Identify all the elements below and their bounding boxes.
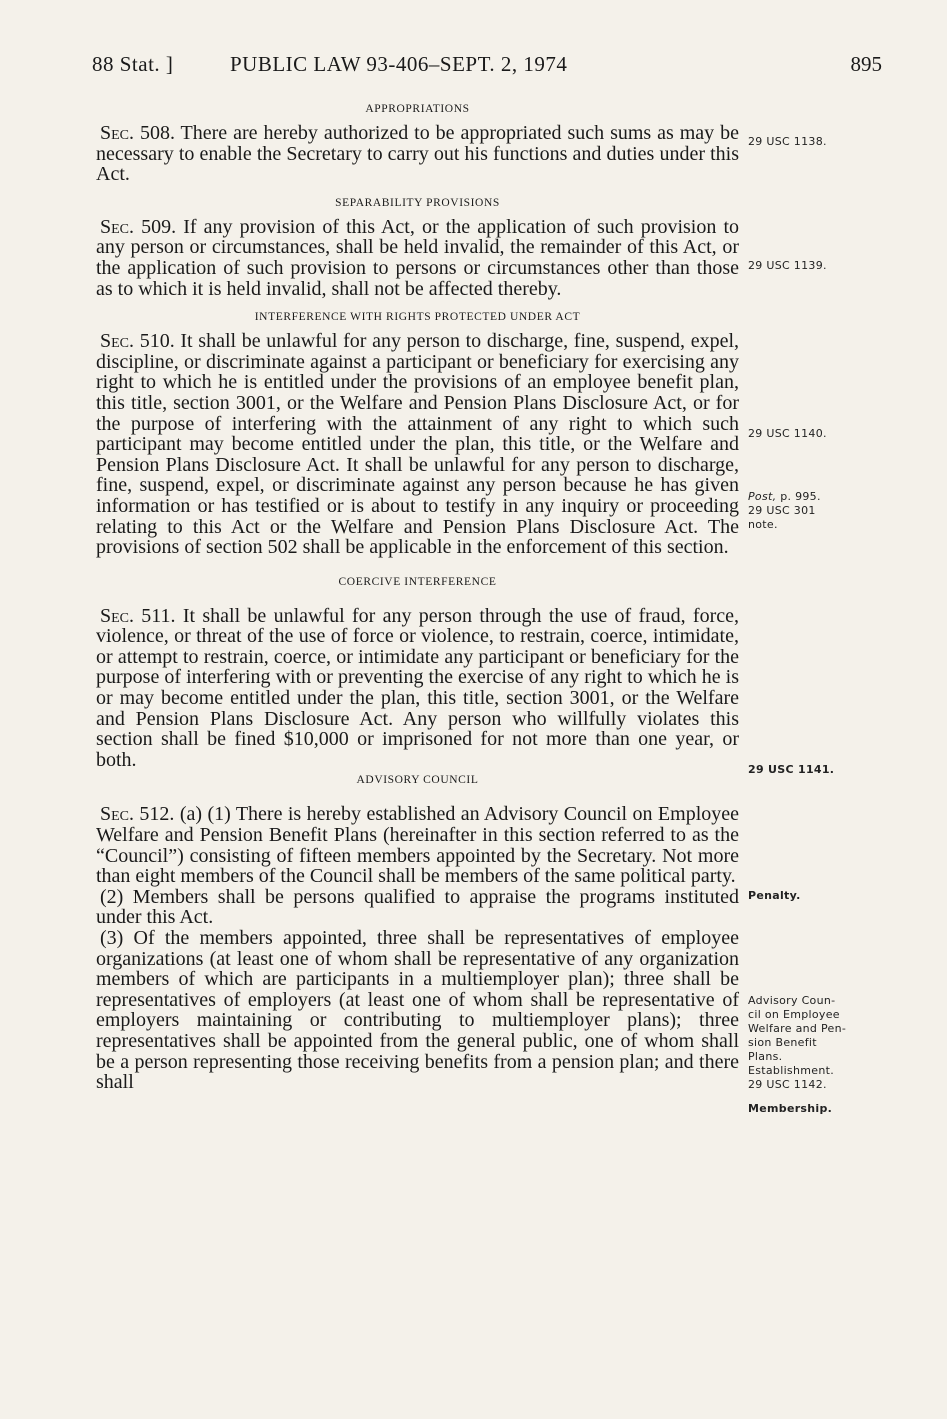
subsection-paragraph: (3) Of the members appointed, three shall be representatives of employee organizations (at least one of whom shall be representative of any organization members of which are participants in a multiemployer plan); three shall be representatives of employers (at least one of whom shall be representative of employers maintaining or contributing to multiemployer plans); three representatives shall be appointed from the general public, one of whom shall be a person representing those receiving benefits from a pension plan; and there shall xyxy=(96,927,739,1094)
margin-note-usc-1139: 29 USC 1139. xyxy=(748,259,827,272)
main-text-column xyxy=(96,103,739,1093)
margin-note-membership: Membership. xyxy=(748,1102,833,1115)
section-text: (a) (1) There is hereby established an Advisory Council on Employee Welfare and Pension Benefit Plans (hereinafter in this section referred to as the “Council”) consisting of fifteen members appointed by the Secretary. Not more than eight members of the Council shall be members of the same political party. xyxy=(96,803,740,888)
section-paragraph xyxy=(96,331,739,558)
running-header xyxy=(92,52,882,86)
statute-citation: 88 Stat. ] xyxy=(92,52,174,76)
margin-note-advisory-1: Advisory Coun- xyxy=(748,994,836,1007)
margin-note-usc-1141: 29 USC 1141. xyxy=(748,763,835,776)
margin-note-advisory-4: sion Benefit xyxy=(748,1036,817,1049)
margin-note-usc-1140: 29 USC 1140. xyxy=(748,427,827,440)
section-label: Sec. 508. xyxy=(100,122,175,144)
public-law-title: PUBLIC LAW 93-406–SEPT. 2, 1974 xyxy=(230,52,568,76)
section-heading: APPROPRIATIONS xyxy=(365,103,470,115)
margin-note-penalty: Penalty. xyxy=(748,889,801,902)
post-page: p. 995. xyxy=(776,490,821,503)
section-heading: SEPARABILITY PROVISIONS xyxy=(335,196,500,209)
section-heading: ADVISORY COUNCIL xyxy=(356,774,479,787)
section-label: Sec. 510. xyxy=(100,330,175,353)
section-paragraph xyxy=(96,217,739,299)
section-paragraph xyxy=(96,123,739,185)
section-paragraph xyxy=(96,606,739,771)
section-label: Sec. 512. xyxy=(100,803,175,826)
margin-note-post-citation xyxy=(748,491,821,504)
section-512 xyxy=(96,774,739,1092)
margin-note-advisory-2: cil on Employee xyxy=(748,1008,840,1021)
section-508 xyxy=(96,103,739,185)
margin-note-note: note. xyxy=(748,518,778,531)
section-heading: COERCIVE INTERFERENCE xyxy=(338,575,497,588)
page-number: 895 xyxy=(850,52,882,76)
margin-note-advisory-5: Plans. xyxy=(748,1050,783,1063)
section-511 xyxy=(96,576,739,771)
section-text: It shall be unlawful for any person to discharge, fine, suspend, expel, discipline, or discriminate against a participant or beneficiary for exercising any right to which he is entitled under the provisions of an employee benefit plan, this title, section 3001, or the Welfare and Pension Plans Disclosure Act, or for the purpose of interfering with the attainment of any right to which such participant may become entitled under the plan, this title, or the Welfare and Pension Plans Disclosure Act. It shall be unlawful for any person to discharge, fine, suspend, expel, or discriminate against any person because he has given information or has testified or is about to testify in any inquiry or proceeding relating to this Act or the Welfare and Pension Plans Disclosure Act. The provisions of section 502 shall be applicable in the enforcement of this section. xyxy=(96,330,740,559)
post-italic: Post, xyxy=(748,490,777,503)
section-text: If any provision of this Act, or the application of such provision to any person or circumstances, shall be held invalid, the remainder of this Act, or the application of such provision to persons or circumstances other than those as to which it is held invalid, shall not be affected thereby. xyxy=(96,215,740,300)
section-510 xyxy=(96,311,739,558)
section-text: There are hereby authorized to be appropriated such sums as may be necessary to enable the Secretary to carry out his functions and duties under this Act. xyxy=(96,122,740,186)
subsection-paragraph: (2) Members shall be persons qualified to appraise the programs instituted under this Act. xyxy=(96,885,739,929)
margin-note-usc-1138: 29 USC 1138. xyxy=(748,135,827,148)
margin-note-establishment: Establishment. xyxy=(748,1064,834,1077)
section-label: Sec. 511. xyxy=(100,604,176,627)
margin-note-usc-1142: 29 USC 1142. xyxy=(748,1078,827,1091)
section-heading: INTERFERENCE WITH RIGHTS PROTECTED UNDER ACT xyxy=(254,311,581,324)
section-509 xyxy=(96,197,739,299)
margin-note-usc-301: 29 USC 301 xyxy=(748,504,816,517)
section-paragraph xyxy=(96,804,739,886)
section-text: It shall be unlawful for any person through the use of fraud, force, violence, or threat of the use of force or violence, to restrain, coerce, intimidate, or attempt to restrain, coerce, or intimidate any participant or beneficiary for the purpose of interfering with or preventing the exercise of any right to which he is or may become entitled under the plan, this title, section 3001, or the Welfare and Pension Plans Disclosure Act. Any person who willfully violates this section shall be fined $10,000 or imprisoned for not more than one year, or both. xyxy=(96,604,739,771)
margin-note-advisory-3: Welfare and Pen- xyxy=(748,1022,847,1035)
section-label: Sec. 509. xyxy=(100,215,177,238)
